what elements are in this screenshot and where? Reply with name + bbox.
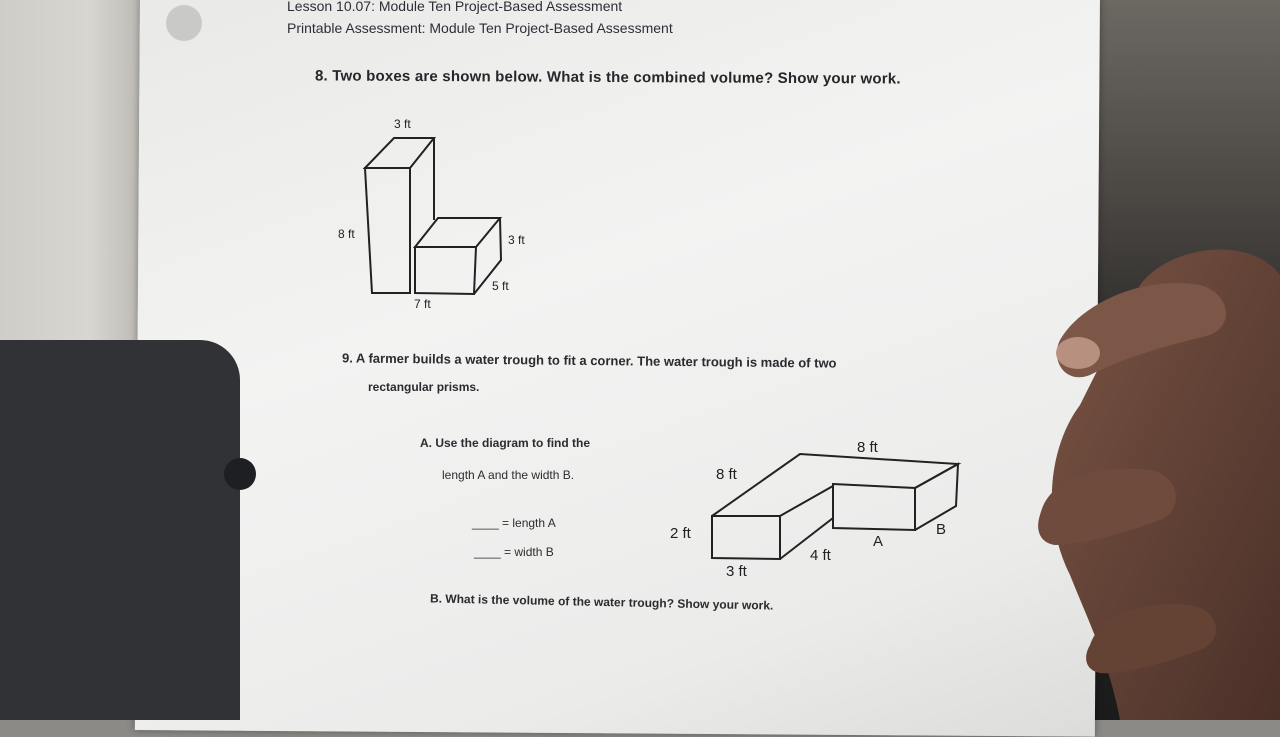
- part-b-text: B. What is the volume of the water trough? Show your work.: [429, 591, 774, 613]
- tall-box-top: [365, 138, 434, 168]
- short-box-front: [415, 247, 476, 294]
- question-8-text: 8. Two boxes are shown below. What is the combined volume? Show your work.: [314, 67, 901, 88]
- back-box-front: [833, 484, 915, 530]
- worksheet-paper: [135, 0, 1100, 737]
- lesson-title: Lesson 10.07: Module Ten Project-Based Assessment: [287, 0, 623, 14]
- front-box-front: [712, 516, 780, 559]
- label-depth: 5 ft: [492, 279, 509, 293]
- boxes-diagram: [330, 110, 550, 315]
- assessment-title: Printable Assessment: Module Ten Project-Based Assessment: [287, 20, 673, 36]
- blank-length-a: ____ = length A: [472, 516, 556, 530]
- label-left: 8 ft: [338, 227, 355, 241]
- question-9-line2: rectangular prisms.: [368, 380, 480, 394]
- short-box-top: [415, 218, 500, 247]
- label-8ft-top: 8 ft: [857, 439, 878, 456]
- dark-sleeve: [0, 340, 240, 720]
- tall-box-front: [365, 168, 410, 293]
- label-a: A: [873, 533, 884, 550]
- part-a-line2: length A and the width B.: [442, 468, 575, 482]
- label-2ft: 2 ft: [670, 525, 691, 542]
- punch-hole-middle: [224, 458, 256, 490]
- label-bottom: 7 ft: [414, 297, 431, 311]
- label-3ft: 3 ft: [726, 563, 747, 580]
- question-9-line1: 9. A farmer builds a water trough to fit a corner. The water trough is made of two: [341, 350, 837, 371]
- label-8ft-left: 8 ft: [716, 466, 737, 483]
- label-b: B: [936, 521, 947, 538]
- label-4ft: 4 ft: [810, 547, 831, 564]
- trough-diagram: [660, 430, 970, 585]
- thumb-nail: [1056, 337, 1100, 369]
- punch-hole-top: [166, 5, 202, 41]
- blank-width-b: ____ = width B: [474, 545, 554, 559]
- label-right: 3 ft: [508, 233, 525, 247]
- hand: [1020, 245, 1280, 720]
- part-a-line1: A. Use the diagram to find the: [420, 436, 591, 450]
- label-top: 3 ft: [394, 117, 411, 131]
